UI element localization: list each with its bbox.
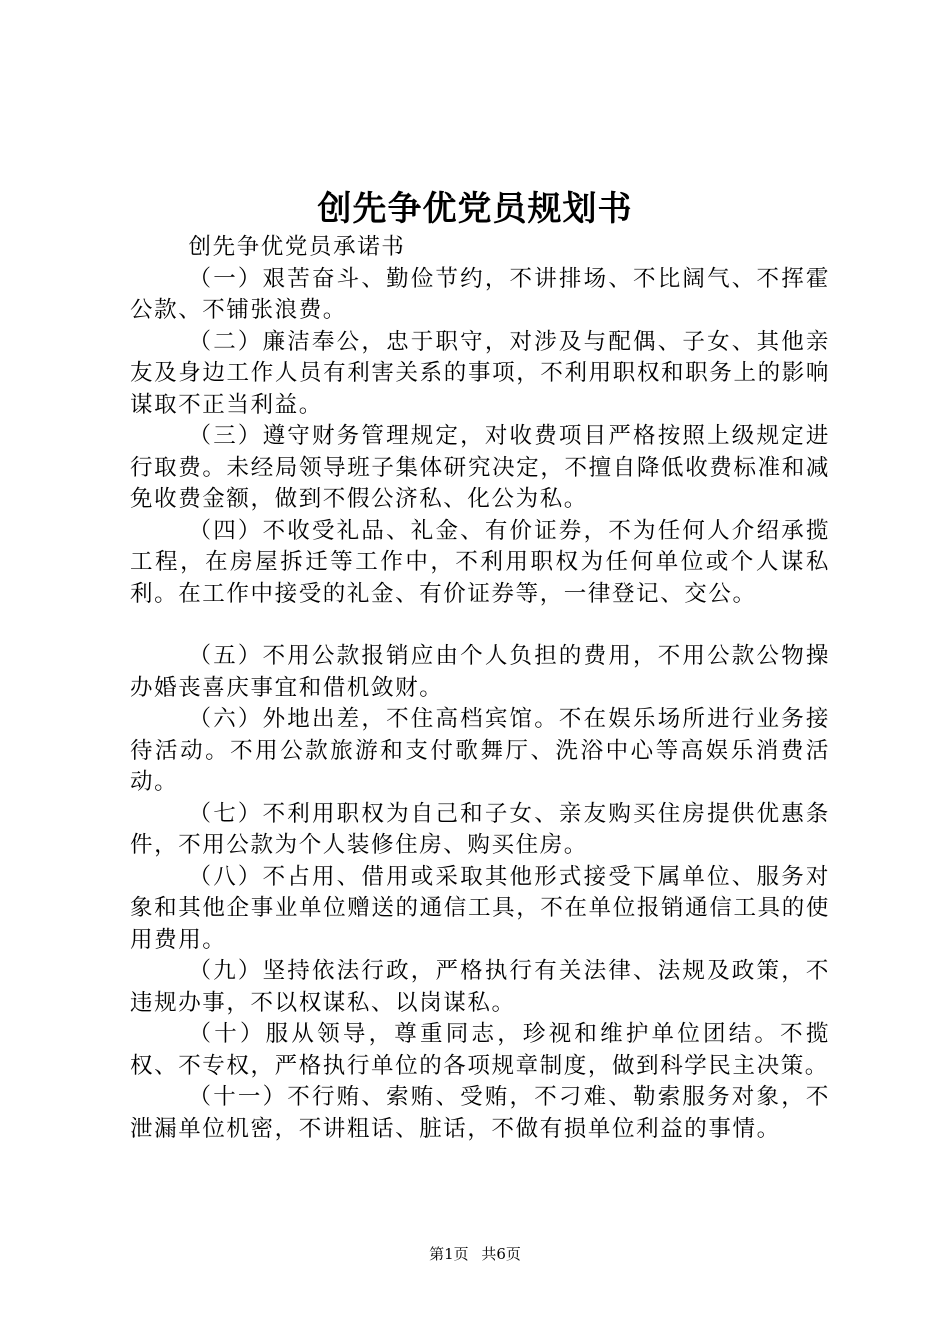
paragraph-7: （七）不利用职权为自己和子女、亲友购买住房提供优惠条件，不用公款为个人装修住房、购买住房。 [130,800,830,858]
page-footer [0,1243,950,1265]
document-body [130,232,830,1145]
paragraph-5: （五）不用公款报销应由个人负担的费用，不用公款公物操办婚丧喜庆事宜和借机敛财。 [130,643,830,701]
paragraph-6: （六）外地出差，不住高档宾馆。不在娱乐场所进行业务接待活动。不用公款旅游和支付歌舞厅、洗浴中心等高娱乐消费活动。 [130,706,830,795]
page-total: 共6页 [481,1245,521,1263]
paragraph-4: （四）不收受礼品、礼金、有价证券，不为任何人介绍承揽工程，在房屋拆迁等工作中，不利用职权为任何单位或个人谋私利。在工作中接受的礼金、有价证券等，一律登记、交公。 [130,517,830,607]
paragraph-9: （九）坚持依法行政，严格执行有关法律、法规及政策，不违规办事，不以权谋私、以岗谋私。 [130,958,830,1016]
paragraph-11: （十一）不行贿、索贿、受贿，不刁难、勒索服务对象，不泄漏单位机密，不讲粗话、脏话，不做有损单位利益的事情。 [130,1084,830,1142]
document-subtitle: 创先争优党员承诺书 [188,234,406,260]
paragraph-10: （十）服从领导，尊重同志，珍视和维护单位团结。不揽权、不专权，严格执行单位的各项规章制度，做到科学民主决策。 [130,1021,830,1079]
paragraph-8: （八）不占用、借用或采取其他形式接受下属单位、服务对象和其他企事业单位赠送的通信工具，不在单位报销通信工具的使用费用。 [130,863,830,953]
page-number: 第1页 [429,1245,469,1263]
paragraph-2: （二）廉洁奉公，忠于职守，对涉及与配偶、子女、其他亲友及身边工作人员有利害关系的事项，不利用职权和职务上的影响谋取不正当利益。 [130,328,830,418]
document-title: 创先争优党员规划书 [317,189,633,229]
paragraph-1: （一）艰苦奋斗、勤俭节约，不讲排场、不比阔气、不挥霍公款、不铺张浪费。 [130,265,830,323]
paragraph-3: （三）遵守财务管理规定，对收费项目严格按照上级规定进行取费。未经局领导班子集体研究决定，不擅自降低收费标准和减免收费金额，做到不假公济私、化公为私。 [130,423,830,512]
